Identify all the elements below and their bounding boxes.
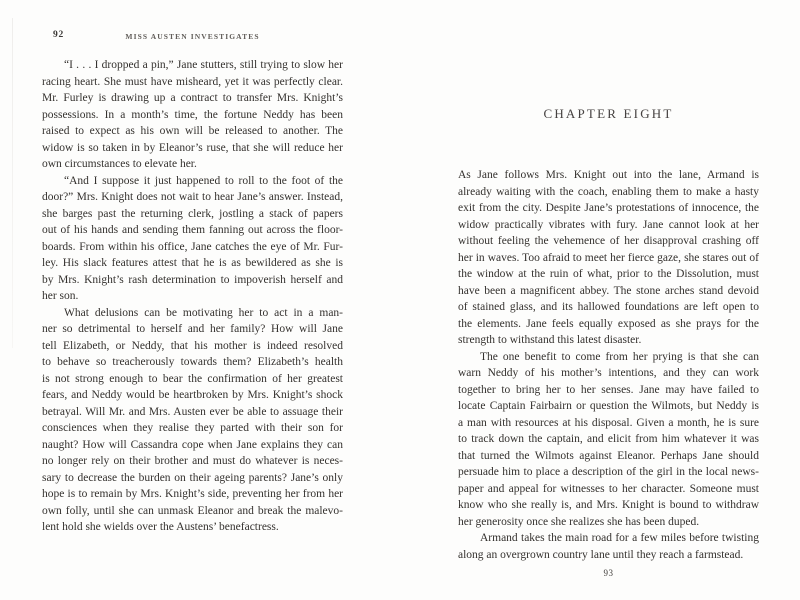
- text-line: know who she really is, and Mrs. Knight is bound to withdraw: [458, 499, 759, 511]
- text-line: What delusions can be motivating her to act in a man-: [64, 306, 343, 319]
- text-line: ley. His slack features attest that he is as bewildered as she is: [42, 257, 343, 269]
- text-line: own circumstances to elevate her.: [42, 158, 197, 170]
- right-page: [400, 0, 800, 600]
- text-line: is not strong enough to bear the confirmation of her greatest: [42, 372, 343, 385]
- paragraph: [42, 173, 343, 305]
- text-line: lent hold she wields over the Austens’ benefactress.: [42, 521, 279, 533]
- chapter-heading: CHAPTER EIGHT: [543, 106, 674, 121]
- text-line: raised to expect as his own will be released to another. The: [42, 125, 343, 137]
- page-number-left: 92: [53, 30, 65, 40]
- text-line: her generosity once she realizes she has been duped.: [458, 515, 700, 528]
- paragraph: [458, 167, 759, 349]
- text-line: boards. From within his office, Jane catches the eye of Mr. Fur-: [42, 240, 343, 253]
- text-line: Mr. Furley is drawing up a contract to transfer Mrs. Knight’s: [42, 92, 343, 104]
- text-line: no longer rely on their brother and must do whatever is neces-: [42, 455, 343, 467]
- text-line: widow practically vibrates with fury. Jane cannot look at her: [458, 218, 759, 231]
- left-page-body: [42, 57, 343, 536]
- text-line: she barges past the returning clerk, jostling a stack of papers: [42, 207, 343, 220]
- paragraph: [458, 530, 759, 563]
- text-line: locate Captain Fairbairn or question the Wilmots, but Neddy is: [458, 400, 759, 412]
- right-page-body: [458, 167, 759, 563]
- text-line: racing heart. She must have misheard, yet it was perfectly clear.: [42, 75, 343, 88]
- text-line: the window at the ruin of what, prior to the Dissolution, must: [458, 268, 759, 280]
- text-line: the elements. Jane feels equally exposed as she prays for the: [458, 317, 759, 330]
- text-line: “And I suppose it just happened to roll to the foot of the: [64, 174, 343, 187]
- text-line: persuade him to place a description of the girl in the local news-: [458, 466, 759, 478]
- text-line: fears, and Neddy would be heartbroken by Mrs. Knight’s shock: [42, 389, 343, 401]
- text-line: paper and appeal for witnesses to her character. Someone must: [458, 482, 759, 495]
- text-line: together to bring her to her senses. Jane may have failed to: [458, 383, 759, 396]
- paragraph: [42, 57, 343, 173]
- text-line: to behave so treacherously towards them? Elizabeth’s health: [42, 356, 343, 368]
- paragraph: [458, 349, 759, 531]
- text-line: The one benefit to come from her prying is that she can: [480, 350, 759, 363]
- text-line: hope is to remain by Mrs. Knight’s side, preventing her from her: [42, 488, 343, 500]
- text-line: betrayal. Will Mr. and Mrs. Austen ever be able to assuage their: [42, 405, 343, 418]
- text-line: “I . . . I dropped a pin,” Jane stutters, still trying to slow her: [64, 59, 343, 71]
- text-line: strength to withstand this latest disaster.: [458, 334, 642, 346]
- text-line: own folly, until she can unmask Eleanor and break the malevo-: [42, 504, 343, 517]
- text-line: her son.: [42, 290, 79, 302]
- text-line: of stained glass, and its hallowed foundations are left open to: [458, 301, 759, 313]
- text-line: ner so detrimental to herself and her family? How will Jane: [42, 323, 343, 335]
- text-line: naught? How will Cassandra cope when Jane explains they can: [42, 438, 343, 451]
- text-line: widow is so taken in by Eleanor’s ruse, that she will reduce her: [42, 141, 343, 154]
- text-line: already waiting with the coach, enabling them to make a hasty: [458, 185, 759, 198]
- text-line: along an overgrown country lane until they reach a farmstead.: [458, 548, 744, 561]
- text-line: that turned the Wilmots against Eleanor. Perhaps Jane should: [458, 449, 759, 462]
- text-line: door?” Mrs. Knight does not wait to hear Jane’s answer. Instead,: [42, 191, 343, 203]
- running-header: MISS AUSTEN INVESTIGATES: [125, 32, 260, 41]
- text-line: a man with resources at his disposal. Given a month, he is sure: [458, 416, 759, 429]
- text-line: possessions. In a month’s time, the fortune Neddy has been: [42, 108, 343, 121]
- text-line: her in waves. Too afraid to meet her fierce gaze, she stares out of: [458, 251, 759, 264]
- page-number-right: 93: [603, 568, 614, 578]
- text-line: consciences when they realise they parted with their son for: [42, 422, 343, 434]
- text-line: exit from the city. Despite Jane’s protestations of innocence, the: [458, 202, 759, 214]
- text-line: without feeling the vehemence of her disapproval crashing off: [458, 235, 759, 247]
- text-line: to track down the captain, and elicit from him whatever it was: [458, 433, 759, 445]
- text-line: warn Neddy of his mother’s intentions, and they can work: [458, 367, 759, 379]
- text-line: out of his hands and sending them fanning out across the floor-: [42, 224, 343, 236]
- text-line: sary to decrease the burden on their ageing parents? Jane’s only: [42, 471, 343, 484]
- text-line: have been a magnificent abbey. The stone arches stand devoid: [458, 284, 759, 297]
- text-line: by Mrs. Knight’s rash determination to impoverish herself and: [42, 273, 343, 286]
- text-line: As Jane follows Mrs. Knight out into the lane, Armand is: [458, 169, 759, 181]
- paragraph: [42, 305, 343, 536]
- text-line: Armand takes the main road for a few miles before twisting: [480, 532, 759, 544]
- text-line: tell Elizabeth, or Neddy, that his mother is indeed resolved: [42, 339, 343, 352]
